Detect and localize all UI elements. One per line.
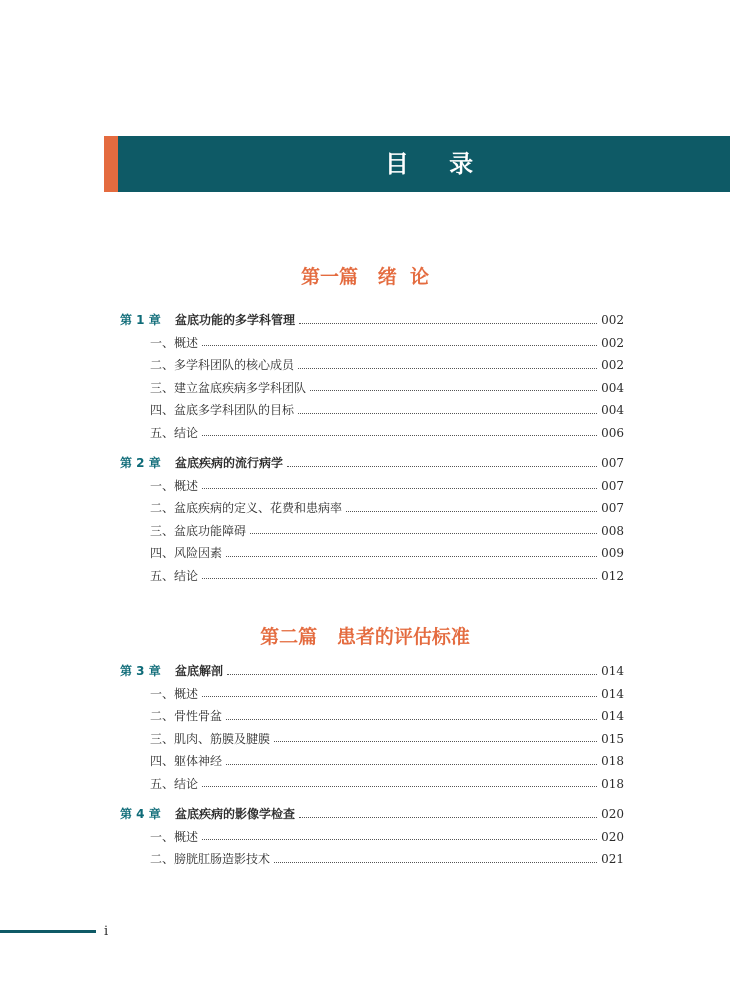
chapter-entry-row [120,452,624,474]
dot-leader [202,488,597,489]
section-page-number: 006 [601,425,624,440]
section-title: 一、概述 [150,335,199,350]
chapter-entry-row [120,803,624,825]
section-entry-row [150,542,624,564]
chapter-title: 盆底疾病的影像学检查 [175,807,296,821]
footer-page-number: i [104,924,109,939]
section-page-number: 007 [601,478,624,493]
part-heading: 第一篇 绪 论 [300,266,430,288]
section-page-number: 018 [601,754,624,768]
chapter-page-number: 007 [601,456,624,470]
dot-leader [274,741,597,742]
section-entry-row [150,826,624,848]
section-title: 四、躯体神经 [150,754,223,768]
section-entry-row [150,683,624,705]
section-page-number: 002 [601,335,624,350]
chapter-title: 盆底解剖 [175,664,224,678]
section-title: 四、盆底多学科团队的目标 [150,403,295,417]
section-page-number: 008 [601,523,624,538]
dot-leader [226,719,597,720]
section-title: 三、建立盆底疾病多学科团队 [150,380,307,395]
section-entry[interactable] [0,475,730,497]
section-page-number: 020 [601,829,624,844]
dot-leader [202,435,597,436]
dot-leader [202,839,597,840]
section-entry[interactable] [0,705,730,727]
chapter-number: 第 1 章 [120,313,161,327]
section-entry-row [150,773,624,795]
section-title: 二、骨性骨盆 [150,709,223,723]
dot-leader [226,764,597,765]
section-entry-row [150,475,624,497]
section-page-number: 009 [601,546,624,560]
section-entry[interactable] [0,422,730,444]
section-page-number: 004 [601,403,624,417]
page-title: 目 录 [384,149,490,178]
section-entry-row [150,377,624,399]
chapter-page-number: 020 [601,807,624,821]
chapter-number: 第 3 章 [120,664,161,678]
chapter-entry[interactable] [0,452,730,474]
section-entry-row [150,354,624,376]
section-title: 五、结论 [150,425,199,440]
section-title: 三、盆底功能障碍 [150,523,247,538]
section-title: 四、风险因素 [150,546,223,560]
dot-leader [202,345,597,346]
dot-leader [226,556,597,557]
section-entry[interactable] [0,542,730,564]
section-entry[interactable] [0,750,730,772]
section-entry-row [150,565,624,587]
section-entry[interactable] [0,773,730,795]
chapter-number: 第 4 章 [120,807,161,821]
dot-leader [202,786,597,787]
chapter-entry-row [120,309,624,331]
section-entry-row [150,848,624,870]
footer-rule [0,930,96,933]
section-page-number: 014 [601,686,624,701]
dot-leader [299,817,597,818]
chapter-entry[interactable] [0,309,730,331]
toc-banner [104,136,730,192]
section-entry[interactable] [0,497,730,519]
section-entry-row [150,728,624,750]
section-title: 二、盆底疾病的定义、花费和患病率 [150,501,343,515]
section-entry[interactable] [0,377,730,399]
section-title: 一、概述 [150,686,199,701]
section-entry-row [150,332,624,354]
section-page-number: 015 [601,731,624,746]
dot-leader [299,323,597,324]
section-title: 五、结论 [150,776,199,791]
section-page-number: 007 [601,501,624,515]
part-heading: 第二篇 患者的评估标准 [260,626,470,648]
dot-leader [250,533,597,534]
section-entry[interactable] [0,332,730,354]
section-entry[interactable] [0,565,730,587]
section-entry[interactable] [0,848,730,870]
section-page-number: 004 [601,380,624,395]
section-title: 一、概述 [150,478,199,493]
section-entry[interactable] [0,728,730,750]
section-entry[interactable] [0,683,730,705]
section-title: 二、膀胱肛肠造影技术 [150,852,271,866]
section-entry[interactable] [0,399,730,421]
section-page-number: 012 [601,568,624,583]
section-entry[interactable] [0,520,730,542]
chapter-title: 盆底功能的多学科管理 [175,313,296,327]
section-page-number: 014 [601,709,624,723]
dot-leader [227,674,597,675]
section-entry[interactable] [0,826,730,848]
dot-leader [298,368,597,369]
section-entry-row [150,705,624,727]
chapter-page-number: 002 [601,313,624,327]
chapter-entry[interactable] [0,803,730,825]
section-title: 一、概述 [150,829,199,844]
section-title: 二、多学科团队的核心成员 [150,358,295,372]
dot-leader [310,390,597,391]
chapter-page-number: 014 [601,664,624,678]
section-page-number: 002 [601,358,624,372]
section-page-number: 021 [601,852,624,866]
section-entry-row [150,422,624,444]
chapter-number: 第 2 章 [120,456,161,470]
section-page-number: 018 [601,776,624,791]
dot-leader [287,466,597,467]
section-entry-row [150,750,624,772]
dot-leader [202,578,597,579]
chapter-title: 盆底疾病的流行病学 [175,456,284,470]
chapter-entry[interactable] [0,660,730,682]
chapter-entry-row [120,660,624,682]
section-entry[interactable] [0,354,730,376]
dot-leader [346,511,597,512]
section-title: 五、结论 [150,568,199,583]
section-title: 三、肌肉、筋膜及腱膜 [150,731,271,746]
dot-leader [274,862,597,863]
dot-leader [298,413,597,414]
section-entry-row [150,399,624,421]
dot-leader [202,696,597,697]
section-entry-row [150,520,624,542]
section-entry-row [150,497,624,519]
